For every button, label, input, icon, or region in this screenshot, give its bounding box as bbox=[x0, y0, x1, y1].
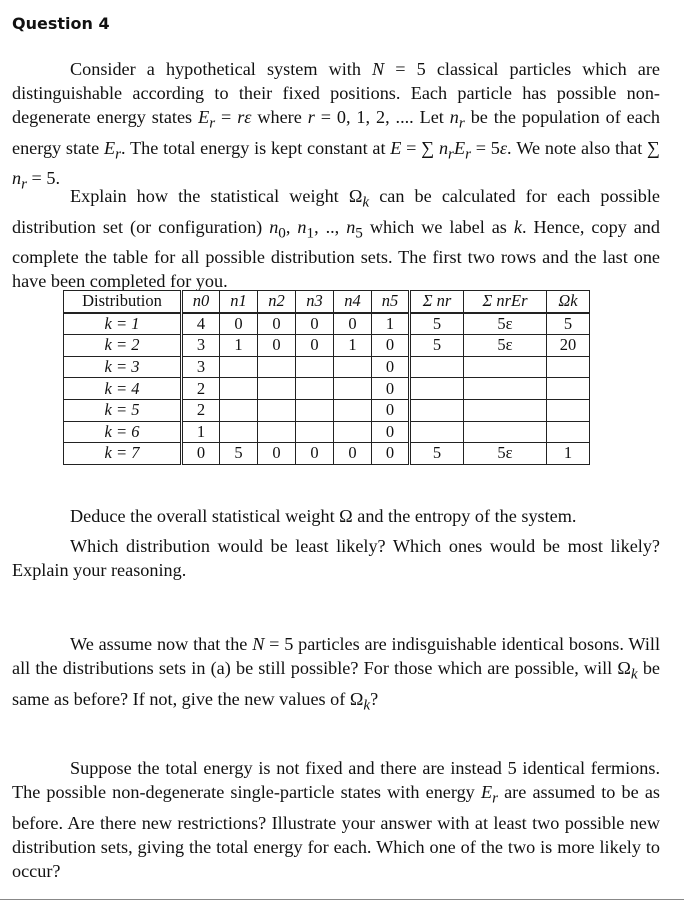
table-cell: 0 bbox=[372, 399, 410, 421]
table-cell bbox=[334, 421, 372, 443]
table-cell: 5ε bbox=[464, 313, 547, 335]
table-cell: 0 bbox=[372, 443, 410, 465]
table-cell bbox=[547, 378, 590, 400]
table-header-row bbox=[64, 291, 590, 313]
table-cell bbox=[296, 378, 334, 400]
bosons-paragraph: We assume now that the N = 5 particles are indisguishable identical bosons. Will all the distributions sets in (a) be still possible? For those which are possible, will $\Omega_k$ be same as before? If not, give the new values of $\Omega_k$? bbox=[12, 634, 660, 714]
table-cell bbox=[258, 378, 296, 400]
table-header-cell: n3 bbox=[296, 291, 334, 313]
fermions-paragraph: Suppose the total energy is not fixed and there are instead 5 identical fermions. The possible non-degenerate single-particle states with energy $E_r$ are assumed to be as before. Are there new restrictions? Illustrate your answer with at least two possible new distribution sets, giving the total energy for each. Which one of the two is more likely to occur? bbox=[12, 758, 660, 881]
row-label-cell: k = 6 bbox=[64, 421, 182, 443]
table-cell: 0 bbox=[372, 335, 410, 357]
table-cell bbox=[296, 399, 334, 421]
table-cell bbox=[547, 421, 590, 443]
table-cell bbox=[220, 378, 258, 400]
table-header-cell: Distribution bbox=[64, 291, 182, 313]
row-label-cell: k = 2 bbox=[64, 335, 182, 357]
table-row bbox=[64, 399, 590, 421]
table-cell: 4 bbox=[182, 313, 220, 335]
table-cell: 0 bbox=[258, 335, 296, 357]
table-cell: 1 bbox=[220, 335, 258, 357]
table-cell: 1 bbox=[334, 335, 372, 357]
table-cell: 0 bbox=[296, 443, 334, 465]
table-cell bbox=[547, 356, 590, 378]
explain-paragraph: Explain how the statistical weight $\Omega_k$ can be calculated for each possible distribution set (or configuration) $n_0$, $n_1$, .., $n_5$ which we label as k. Hence, copy and complete the table for all possible distribution sets. The first two rows and the last one have been completed for you. bbox=[12, 186, 660, 292]
table-header-cell: Σ nrEr bbox=[464, 291, 547, 313]
table-cell: 0 bbox=[372, 421, 410, 443]
row-label-cell: k = 3 bbox=[64, 356, 182, 378]
table-cell bbox=[464, 356, 547, 378]
table-cell: 2 bbox=[182, 378, 220, 400]
likely-paragraph: Which distribution would be least likely? Which ones would be most likely? Explain your reasoning. bbox=[12, 536, 660, 580]
table-cell: 0 bbox=[296, 335, 334, 357]
table-cell: 0 bbox=[258, 443, 296, 465]
table-cell bbox=[410, 421, 464, 443]
distribution-table bbox=[63, 290, 590, 465]
table-cell bbox=[296, 356, 334, 378]
table-cell bbox=[334, 399, 372, 421]
table-cell: 1 bbox=[372, 313, 410, 335]
table-header-cell: Σ nr bbox=[410, 291, 464, 313]
table-cell: 3 bbox=[182, 356, 220, 378]
table-cell: 0 bbox=[220, 313, 258, 335]
table-cell: 2 bbox=[182, 399, 220, 421]
table-cell bbox=[464, 399, 547, 421]
table-cell bbox=[547, 399, 590, 421]
table-row bbox=[64, 421, 590, 443]
table-cell: 20 bbox=[547, 335, 590, 357]
question-title: Question 4 bbox=[12, 14, 110, 33]
table-row bbox=[64, 443, 590, 465]
table-row bbox=[64, 378, 590, 400]
table-row bbox=[64, 313, 590, 335]
table-cell: 5 bbox=[410, 335, 464, 357]
table-cell: 5 bbox=[220, 443, 258, 465]
table-cell bbox=[258, 399, 296, 421]
table-cell: 5 bbox=[547, 313, 590, 335]
table-header-cell: n1 bbox=[220, 291, 258, 313]
intro-paragraph: Consider a hypothetical system with N = 5 classical particles which are distinguishable according to their fixed positions. Each particle has possible non-degenerate energy states $E_r = r\varepsilon$ where r = 0, 1, 2, .... Let $n_r$ be the population of each energy state $E_r$. The total energy is kept constant at E = ∑ $n_rE_r = 5\varepsilon$. We note also that ∑ $n_r = 5$. bbox=[12, 59, 661, 193]
table-row bbox=[64, 356, 590, 378]
table-cell: 0 bbox=[334, 313, 372, 335]
table-cell: 1 bbox=[182, 421, 220, 443]
table-cell bbox=[464, 378, 547, 400]
table-cell: 3 bbox=[182, 335, 220, 357]
table-cell bbox=[410, 356, 464, 378]
table-cell: 5ε bbox=[464, 443, 547, 465]
table-cell: 5 bbox=[410, 313, 464, 335]
table-cell bbox=[334, 378, 372, 400]
table-cell: 0 bbox=[372, 356, 410, 378]
deduce-paragraph: Deduce the overall statistical weight Ω and the entropy of the system. bbox=[70, 506, 577, 526]
table-row bbox=[64, 335, 590, 357]
table-cell bbox=[410, 378, 464, 400]
table-cell bbox=[410, 399, 464, 421]
table-cell: 0 bbox=[182, 443, 220, 465]
table-header-cell: n0 bbox=[182, 291, 220, 313]
table-header-cell: n2 bbox=[258, 291, 296, 313]
table-cell: 0 bbox=[372, 378, 410, 400]
row-label-cell: k = 5 bbox=[64, 399, 182, 421]
table-header-cell: n4 bbox=[334, 291, 372, 313]
table-header-cell: n5 bbox=[372, 291, 410, 313]
table-cell bbox=[220, 356, 258, 378]
table-cell: 0 bbox=[258, 313, 296, 335]
row-label-cell: k = 7 bbox=[64, 443, 182, 465]
row-label-cell: k = 4 bbox=[64, 378, 182, 400]
table-cell bbox=[258, 356, 296, 378]
table-cell bbox=[220, 421, 258, 443]
table-cell: 5ε bbox=[464, 335, 547, 357]
table-cell: 1 bbox=[547, 443, 590, 465]
table-cell bbox=[220, 399, 258, 421]
row-label-cell: k = 1 bbox=[64, 313, 182, 335]
table-cell: 0 bbox=[296, 313, 334, 335]
table-cell bbox=[334, 356, 372, 378]
table-cell bbox=[258, 421, 296, 443]
bottom-rule bbox=[0, 899, 684, 900]
table-cell: 0 bbox=[334, 443, 372, 465]
table-cell bbox=[464, 421, 547, 443]
table-header-cell: Ωk bbox=[547, 291, 590, 313]
table-cell bbox=[296, 421, 334, 443]
table-cell: 5 bbox=[410, 443, 464, 465]
